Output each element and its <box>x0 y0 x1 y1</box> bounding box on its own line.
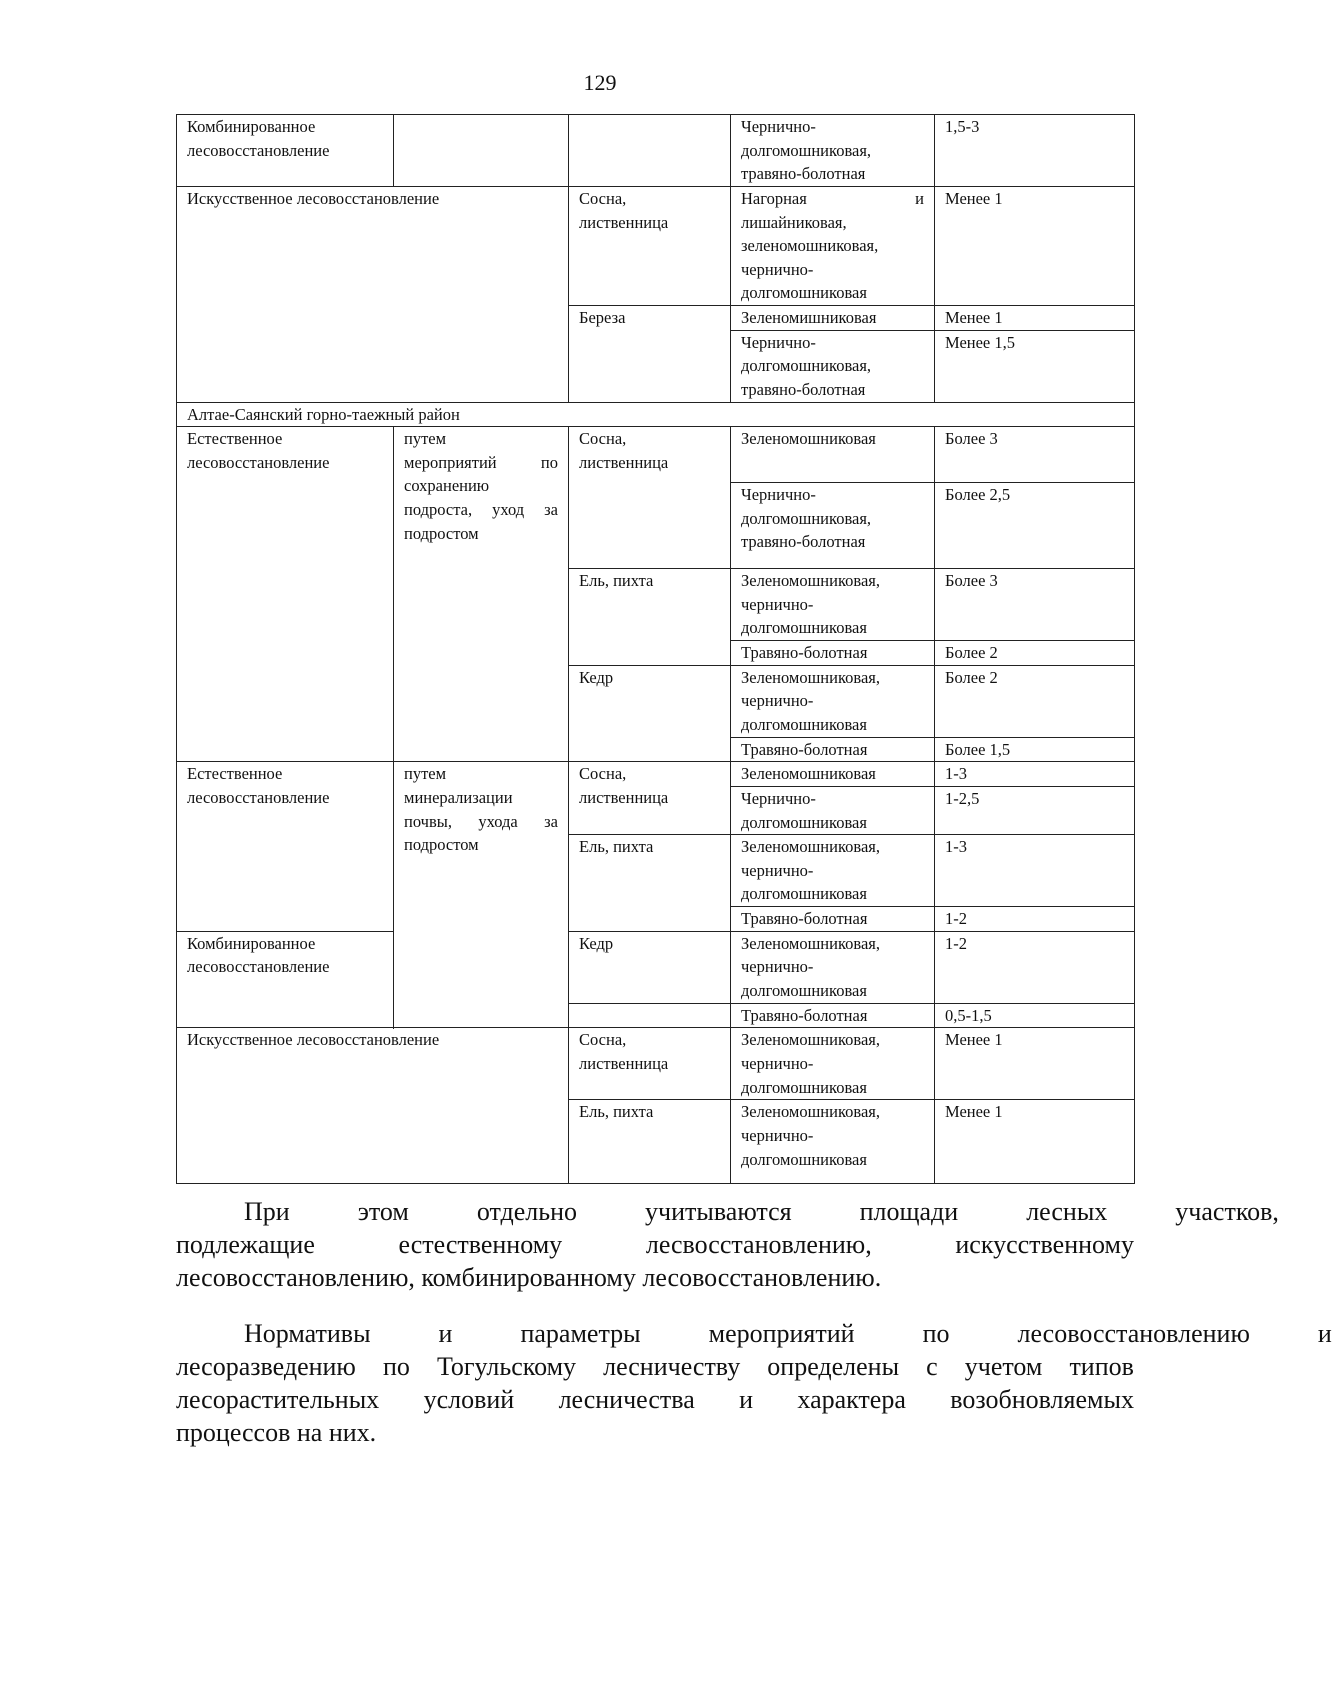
table-cell <box>935 737 1135 762</box>
table-row <box>177 402 1135 427</box>
table-cell <box>569 427 731 569</box>
cell-line: долгомошниковая, <box>741 508 872 528</box>
word: площади <box>859 1197 959 1226</box>
cell-line: Зеленомошниковая, <box>741 837 881 857</box>
cell-line: чернично- <box>741 691 814 711</box>
cell-line: Зеленомишниковая <box>741 307 877 327</box>
table-cell <box>569 762 731 835</box>
cell-word: за <box>544 499 558 519</box>
table-cell <box>177 187 569 403</box>
cell-line <box>404 498 558 522</box>
table-cell <box>177 931 394 1028</box>
word: по <box>922 1319 950 1348</box>
word: отдельно <box>476 1197 578 1226</box>
cell-line: зеленомошниковая, <box>741 236 879 256</box>
cell-line: Чернично- <box>741 117 816 136</box>
cell-line: Зеленомошниковая, <box>741 1102 881 1122</box>
cell-line: Ель, пихта <box>579 1102 654 1122</box>
cell-line: Зеленомошниковая, <box>741 1030 881 1050</box>
cell-line: путем <box>404 764 447 784</box>
cell-line: долгомошниковая, <box>741 140 872 160</box>
table-cell <box>935 187 1135 306</box>
table-cell <box>177 115 394 187</box>
cell-line: 1-2 <box>945 933 967 953</box>
cell-word: подроста, <box>404 499 473 519</box>
paragraph-separate-accounting <box>176 1195 1279 1294</box>
cell-line: Зеленомошниковая, <box>741 933 881 953</box>
cell-line: Более 1,5 <box>945 739 1011 759</box>
word: подлежащие <box>176 1230 315 1259</box>
cell-line: долгомошниковая <box>741 812 867 832</box>
cell-line: подростом <box>404 835 479 855</box>
table-cell <box>731 1100 935 1184</box>
word: лесвосстановлению, <box>645 1230 872 1259</box>
table-cell <box>935 835 1135 907</box>
table-cell <box>731 1028 935 1100</box>
cell-word: почвы, <box>404 811 452 831</box>
table-cell <box>569 187 731 306</box>
cell-word: уход <box>492 499 525 519</box>
cell-line: лиственница <box>579 212 669 232</box>
word: и <box>1317 1319 1332 1348</box>
cell-line: Естественное <box>187 764 283 784</box>
paragraph-norms-parameters <box>176 1317 1332 1449</box>
cell-line: долгомошниковая <box>741 283 867 303</box>
word: с <box>926 1352 938 1381</box>
word: мероприятий <box>708 1319 855 1348</box>
cell-line: Комбинированное <box>187 933 316 953</box>
cell-line: чернично- <box>741 1053 814 1073</box>
word: естественному <box>398 1230 563 1259</box>
word: При <box>244 1197 290 1226</box>
table-cell <box>569 665 731 762</box>
table-cell <box>569 1100 731 1184</box>
word: лесных <box>1026 1197 1108 1226</box>
cell-line: Более 3 <box>945 571 998 591</box>
table-cell <box>569 931 731 1003</box>
cell-line: 0,5-1,5 <box>945 1005 992 1025</box>
cell-line: лиственница <box>579 1053 669 1073</box>
paragraph-line: лесовосстановлению, комбинированному лесовосстановлению. <box>176 1263 882 1292</box>
table-cell <box>569 569 731 666</box>
table-cell <box>731 330 935 402</box>
table-cell <box>935 330 1135 402</box>
table-cell <box>731 483 935 569</box>
cell-line <box>404 810 558 834</box>
cell-line <box>579 115 720 139</box>
cell-line: долгомошниковая <box>741 980 867 1000</box>
table-cell <box>394 427 569 762</box>
cell-line: Искусственное лесовосстановление <box>187 189 440 208</box>
paragraph-line <box>176 1383 1134 1416</box>
word: типов <box>1069 1352 1134 1381</box>
word: учетом <box>964 1352 1043 1381</box>
cell-line: Сосна, <box>579 764 627 784</box>
table-row <box>177 931 1135 1003</box>
table-cell <box>935 569 1135 641</box>
reforestation-norms-table <box>176 114 1135 1184</box>
cell-line: травяно-болотная <box>741 379 866 399</box>
cell-line: травяно-болотная <box>741 532 866 552</box>
table-cell <box>935 115 1135 187</box>
table-cell <box>731 641 935 666</box>
cell-line: Зеленомошниковая <box>741 429 876 449</box>
cell-line: чернично- <box>741 860 814 880</box>
cell-line: Более 2,5 <box>945 485 1011 505</box>
cell-line: лесовосстановление <box>187 957 330 977</box>
word: Нормативы <box>244 1319 371 1348</box>
cell-line: Менее 1 <box>945 1030 1003 1050</box>
cell-line: чернично- <box>741 259 814 279</box>
cell-line: травяно-болотная <box>741 164 866 184</box>
table-cell <box>935 1003 1135 1028</box>
cell-line: Менее 1,5 <box>945 332 1016 352</box>
cell-word: ухода <box>478 811 518 831</box>
word: искусственному <box>955 1230 1134 1259</box>
table-cell <box>394 762 569 1028</box>
table-cell <box>935 483 1135 569</box>
cell-line: чернично- <box>741 957 814 977</box>
table-cell <box>935 1100 1135 1184</box>
table-row <box>177 1028 1135 1100</box>
table-cell <box>569 115 731 187</box>
table-cell <box>569 305 731 402</box>
paragraph-line <box>176 1317 1332 1350</box>
cell-line: чернично- <box>741 594 814 614</box>
word: параметры <box>520 1319 641 1348</box>
cell-line: Ель, пихта <box>579 571 654 591</box>
table-cell <box>177 1028 569 1184</box>
table-row <box>177 427 1135 483</box>
paragraph-line <box>176 1228 1134 1261</box>
table-cell <box>935 665 1135 737</box>
word: по <box>382 1352 410 1381</box>
cell-line: сохранению <box>404 476 490 496</box>
table-row <box>177 115 1135 187</box>
cell-line: Алтае-Саянский горно-таежный район <box>187 404 460 424</box>
cell-line: Искусственное лесовосстановление <box>187 1030 440 1050</box>
word: характера <box>797 1385 906 1414</box>
word: определены <box>767 1352 900 1381</box>
cell-line: лиственница <box>579 452 669 472</box>
table-cell <box>731 569 935 641</box>
cell-line: Чернично- <box>741 332 816 352</box>
cell-line: Зеленомошниковая <box>741 764 876 784</box>
cell-word: и <box>915 189 924 208</box>
cell-word: по <box>540 452 558 472</box>
word: лесовосстановлению <box>1017 1319 1250 1348</box>
word: и <box>438 1319 453 1348</box>
table-cell <box>731 737 935 762</box>
cell-line: Более 2 <box>945 643 998 663</box>
cell-line: лесовосстановление <box>187 452 330 472</box>
cell-line: Травяно-болотная <box>741 1005 868 1025</box>
cell-line: Береза <box>579 307 626 327</box>
cell-line: долгомошниковая, <box>741 356 872 376</box>
table-cell <box>935 907 1135 932</box>
table-cell <box>569 1003 731 1028</box>
table-row <box>177 762 1135 787</box>
table-cell <box>731 305 935 330</box>
cell-line: долгомошниковая <box>741 618 867 638</box>
word: участков, <box>1175 1197 1279 1226</box>
cell-line: лиственница <box>579 787 669 807</box>
cell-line: Травяно-болотная <box>741 643 868 663</box>
table-cell <box>177 427 394 762</box>
cell-line: Чернично- <box>741 788 816 808</box>
cell-line: Зеленомошниковая, <box>741 667 881 687</box>
cell-line: Кедр <box>579 667 614 687</box>
cell-line: Травяно-болотная <box>741 739 868 759</box>
cell-line: Более 3 <box>945 429 998 449</box>
table-cell <box>935 786 1135 834</box>
cell-line: долгомошниковая <box>741 1077 867 1097</box>
table-cell <box>394 115 569 187</box>
word: этом <box>357 1197 409 1226</box>
cell-line: Менее 1 <box>945 189 1003 208</box>
cell-line: Менее 1 <box>945 1102 1003 1122</box>
table-cell <box>731 115 935 187</box>
table-cell <box>731 665 935 737</box>
table-cell <box>731 786 935 834</box>
cell-line: Более 2 <box>945 667 998 687</box>
table-cell <box>731 1003 935 1028</box>
word: условий <box>423 1385 515 1414</box>
cell-line: Ель, пихта <box>579 837 654 857</box>
table-cell <box>177 762 394 931</box>
cell-line: лишайниковая, <box>741 212 847 232</box>
table-cell <box>935 762 1135 787</box>
cell-line: Травяно-болотная <box>741 909 868 929</box>
paragraph-line <box>176 1195 1279 1228</box>
cell-line: Зеленомошниковая, <box>741 571 881 591</box>
table-cell <box>731 907 935 932</box>
table-cell <box>569 1028 731 1100</box>
cell-line: Менее 1 <box>945 307 1003 327</box>
word: и <box>739 1385 754 1414</box>
table-cell <box>731 931 935 1003</box>
table-cell <box>935 305 1135 330</box>
word: лесничеству <box>603 1352 741 1381</box>
cell-line: 1,5-3 <box>945 117 980 136</box>
cell-line: 1-2,5 <box>945 788 980 808</box>
cell-line: 1-2 <box>945 909 967 929</box>
paragraph-line <box>176 1350 1134 1383</box>
table-cell <box>731 762 935 787</box>
word: учитываются <box>645 1197 792 1226</box>
table-cell <box>935 641 1135 666</box>
cell-line: лесовосстановление <box>187 787 330 807</box>
paragraph-line: процессов на них. <box>176 1418 377 1447</box>
table-cell <box>731 427 935 483</box>
cell-line: долгомошниковая <box>741 714 867 734</box>
page-number: 129 <box>583 70 617 95</box>
cell-line: минерализации <box>404 787 513 807</box>
word: возобновляемых <box>950 1385 1134 1414</box>
cell-line <box>579 1004 720 1028</box>
cell-line: долгомошниковая <box>741 1149 867 1169</box>
word: лесничества <box>558 1385 695 1414</box>
cell-line: 1-3 <box>945 764 967 784</box>
cell-line: подростом <box>404 523 479 543</box>
cell-line: Сосна, <box>579 429 627 449</box>
cell-line: Чернично- <box>741 485 816 505</box>
cell-line: путем <box>404 429 447 449</box>
cell-line: Сосна, <box>579 1030 627 1050</box>
cell-line: лесовосстановление <box>187 140 330 160</box>
cell-line: чернично- <box>741 1125 814 1145</box>
table-cell <box>731 835 935 907</box>
table-row <box>177 187 1135 306</box>
cell-line: 1-3 <box>945 837 967 857</box>
cell-line: долгомошниковая <box>741 884 867 904</box>
cell-line: Естественное <box>187 429 283 449</box>
cell-line: Комбинированное <box>187 117 316 136</box>
cell-word: мероприятий <box>404 452 497 472</box>
cell-line: Сосна, <box>579 189 627 208</box>
cell-word: за <box>544 811 558 831</box>
table-cell <box>935 931 1135 1003</box>
table-cell <box>935 427 1135 483</box>
table-cell <box>177 402 1135 427</box>
cell-word: Нагорная <box>741 189 807 208</box>
table-cell <box>935 1028 1135 1100</box>
table-cell <box>569 835 731 932</box>
cell-line <box>404 115 558 139</box>
word: лесоразведению <box>176 1352 356 1381</box>
table-cell <box>731 187 935 306</box>
cell-line: Кедр <box>579 933 614 953</box>
cell-line <box>741 187 924 211</box>
word: лесорастительных <box>176 1385 380 1414</box>
word: Тогульскому <box>436 1352 577 1381</box>
cell-line <box>404 451 558 475</box>
